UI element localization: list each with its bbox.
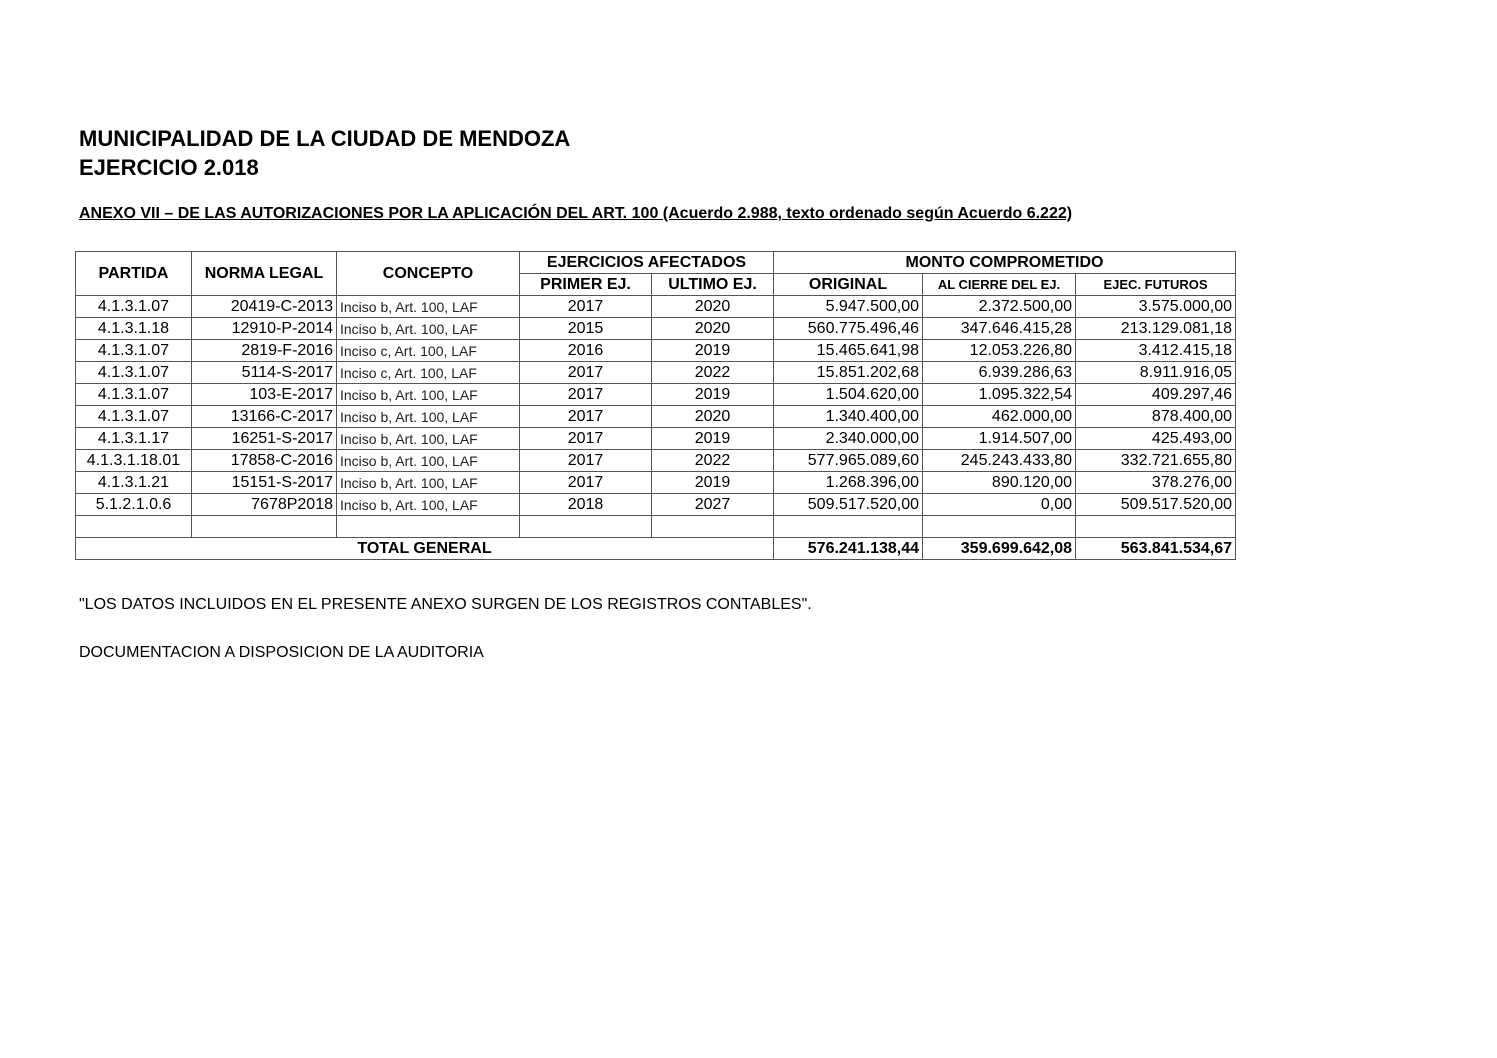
cell-original: 1.268.396,00 bbox=[774, 472, 923, 494]
cell-primer: 2015 bbox=[520, 318, 652, 340]
table-row bbox=[76, 362, 1236, 384]
cell-futuros: 3.575.000,00 bbox=[1076, 296, 1236, 318]
header-ultimo-ej: ULTIMO EJ. bbox=[652, 274, 774, 296]
cell-futuros: 3.412.415,18 bbox=[1076, 340, 1236, 362]
cell-partida: 4.1.3.1.17 bbox=[76, 428, 192, 450]
page-subtitle: EJERCICIO 2.018 bbox=[79, 155, 259, 180]
table-row bbox=[76, 406, 1236, 428]
empty-cell bbox=[76, 516, 192, 538]
header-al-cierre: AL CIERRE DEL EJ. bbox=[923, 274, 1076, 296]
cell-norma: 17858-C-2016 bbox=[192, 450, 337, 472]
empty-cell bbox=[192, 516, 337, 538]
cell-primer: 2018 bbox=[520, 494, 652, 516]
cell-primer: 2016 bbox=[520, 340, 652, 362]
header-partida: PARTIDA bbox=[76, 252, 192, 296]
cell-futuros: 378.276,00 bbox=[1076, 472, 1236, 494]
cell-norma: 5114-S-2017 bbox=[192, 362, 337, 384]
audit-note: DOCUMENTACION A DISPOSICION DE LA AUDITORIA bbox=[79, 644, 484, 661]
cell-original: 577.965.089,60 bbox=[774, 450, 923, 472]
cell-ultimo: 2022 bbox=[652, 450, 774, 472]
cell-primer: 2017 bbox=[520, 362, 652, 384]
empty-cell bbox=[337, 516, 520, 538]
cell-primer: 2017 bbox=[520, 428, 652, 450]
cell-cierre: 6.939.286,63 bbox=[923, 362, 1076, 384]
header-ejec-futuros: EJEC. FUTUROS bbox=[1076, 274, 1236, 296]
header-norma-legal: NORMA LEGAL bbox=[192, 252, 337, 296]
cell-ultimo: 2020 bbox=[652, 318, 774, 340]
empty-row bbox=[76, 516, 1236, 538]
cell-original: 509.517.520,00 bbox=[774, 494, 923, 516]
table-row bbox=[76, 340, 1236, 362]
cell-partida: 5.1.2.1.0.6 bbox=[76, 494, 192, 516]
cell-concepto: Inciso b, Art. 100, LAF bbox=[337, 318, 520, 340]
cell-norma: 2819-F-2016 bbox=[192, 340, 337, 362]
cell-futuros: 213.129.081,18 bbox=[1076, 318, 1236, 340]
cell-ultimo: 2019 bbox=[652, 472, 774, 494]
header-primer-ej: PRIMER EJ. bbox=[520, 274, 652, 296]
table-header bbox=[76, 252, 1236, 296]
header-original: ORIGINAL bbox=[774, 274, 923, 296]
empty-cell bbox=[1076, 516, 1236, 538]
cell-norma: 15151-S-2017 bbox=[192, 472, 337, 494]
cell-cierre: 0,00 bbox=[923, 494, 1076, 516]
header-concepto: CONCEPTO bbox=[337, 252, 520, 296]
cell-ultimo: 2022 bbox=[652, 362, 774, 384]
empty-cell bbox=[652, 516, 774, 538]
table-row bbox=[76, 428, 1236, 450]
cell-ultimo: 2019 bbox=[652, 340, 774, 362]
cell-ultimo: 2019 bbox=[652, 384, 774, 406]
cell-futuros: 878.400,00 bbox=[1076, 406, 1236, 428]
table-row bbox=[76, 384, 1236, 406]
cell-concepto: Inciso c, Art. 100, LAF bbox=[337, 340, 520, 362]
cell-norma: 16251-S-2017 bbox=[192, 428, 337, 450]
cell-partida: 4.1.3.1.07 bbox=[76, 362, 192, 384]
cell-concepto: Inciso b, Art. 100, LAF bbox=[337, 472, 520, 494]
cell-concepto: Inciso b, Art. 100, LAF bbox=[337, 428, 520, 450]
cell-partida: 4.1.3.1.18.01 bbox=[76, 450, 192, 472]
header-monto-comprometido: MONTO COMPROMETIDO bbox=[774, 252, 1236, 274]
total-futuros: 563.841.534,67 bbox=[1076, 538, 1236, 560]
cell-partida: 4.1.3.1.07 bbox=[76, 296, 192, 318]
table-row bbox=[76, 318, 1236, 340]
cell-cierre: 1.914.507,00 bbox=[923, 428, 1076, 450]
cell-primer: 2017 bbox=[520, 406, 652, 428]
cell-norma: 12910-P-2014 bbox=[192, 318, 337, 340]
cell-cierre: 462.000,00 bbox=[923, 406, 1076, 428]
cell-primer: 2017 bbox=[520, 384, 652, 406]
empty-cell bbox=[774, 516, 923, 538]
cell-futuros: 332.721.655,80 bbox=[1076, 450, 1236, 472]
cell-original: 15.465.641,98 bbox=[774, 340, 923, 362]
cell-futuros: 8.911.916,05 bbox=[1076, 362, 1236, 384]
cell-original: 5.947.500,00 bbox=[774, 296, 923, 318]
table-row bbox=[76, 494, 1236, 516]
cell-original: 1.504.620,00 bbox=[774, 384, 923, 406]
cell-original: 1.340.400,00 bbox=[774, 406, 923, 428]
cell-cierre: 1.095.322,54 bbox=[923, 384, 1076, 406]
cell-ultimo: 2027 bbox=[652, 494, 774, 516]
total-original: 576.241.138,44 bbox=[774, 538, 923, 560]
cell-ultimo: 2020 bbox=[652, 406, 774, 428]
cell-partida: 4.1.3.1.07 bbox=[76, 384, 192, 406]
cell-cierre: 12.053.226,80 bbox=[923, 340, 1076, 362]
cell-primer: 2017 bbox=[520, 450, 652, 472]
cell-norma: 20419-C-2013 bbox=[192, 296, 337, 318]
table-body bbox=[76, 296, 1236, 560]
cell-cierre: 890.120,00 bbox=[923, 472, 1076, 494]
cell-partida: 4.1.3.1.21 bbox=[76, 472, 192, 494]
cell-norma: 7678P2018 bbox=[192, 494, 337, 516]
cell-futuros: 409.297,46 bbox=[1076, 384, 1236, 406]
cell-original: 15.851.202,68 bbox=[774, 362, 923, 384]
table-row bbox=[76, 472, 1236, 494]
empty-cell bbox=[923, 516, 1076, 538]
annex-heading: ANEXO VII – DE LAS AUTORIZACIONES POR LA APLICACIÓN DEL ART. 100 (Acuerdo 2.988, texto ordenado según Acuerdo 6.222) bbox=[79, 205, 1073, 222]
cell-ultimo: 2020 bbox=[652, 296, 774, 318]
cell-ultimo: 2019 bbox=[652, 428, 774, 450]
cell-norma: 13166-C-2017 bbox=[192, 406, 337, 428]
cell-concepto: Inciso b, Art. 100, LAF bbox=[337, 450, 520, 472]
total-cierre: 359.699.642,08 bbox=[923, 538, 1076, 560]
cell-concepto: Inciso b, Art. 100, LAF bbox=[337, 406, 520, 428]
empty-cell bbox=[520, 516, 652, 538]
cell-partida: 4.1.3.1.07 bbox=[76, 406, 192, 428]
total-row bbox=[76, 538, 1236, 560]
cell-primer: 2017 bbox=[520, 296, 652, 318]
cell-original: 2.340.000,00 bbox=[774, 428, 923, 450]
cell-futuros: 509.517.520,00 bbox=[1076, 494, 1236, 516]
cell-norma: 103-E-2017 bbox=[192, 384, 337, 406]
commitments-table bbox=[75, 251, 1236, 560]
page-title: MUNICIPALIDAD DE LA CIUDAD DE MENDOZA bbox=[79, 126, 571, 151]
cell-concepto: Inciso b, Art. 100, LAF bbox=[337, 296, 520, 318]
cell-concepto: Inciso c, Art. 100, LAF bbox=[337, 362, 520, 384]
cell-cierre: 347.646.415,28 bbox=[923, 318, 1076, 340]
table-row bbox=[76, 450, 1236, 472]
cell-futuros: 425.493,00 bbox=[1076, 428, 1236, 450]
cell-cierre: 2.372.500,00 bbox=[923, 296, 1076, 318]
cell-cierre: 245.243.433,80 bbox=[923, 450, 1076, 472]
total-label: TOTAL GENERAL bbox=[76, 538, 774, 560]
table-row bbox=[76, 296, 1236, 318]
cell-partida: 4.1.3.1.18 bbox=[76, 318, 192, 340]
cell-concepto: Inciso b, Art. 100, LAF bbox=[337, 494, 520, 516]
cell-original: 560.775.496,46 bbox=[774, 318, 923, 340]
cell-concepto: Inciso b, Art. 100, LAF bbox=[337, 384, 520, 406]
cell-partida: 4.1.3.1.07 bbox=[76, 340, 192, 362]
cell-primer: 2017 bbox=[520, 472, 652, 494]
header-ejercicios-afectados: EJERCICIOS AFECTADOS bbox=[520, 252, 774, 274]
records-note: "LOS DATOS INCLUIDOS EN EL PRESENTE ANEXO SURGEN DE LOS REGISTROS CONTABLES". bbox=[79, 596, 812, 613]
